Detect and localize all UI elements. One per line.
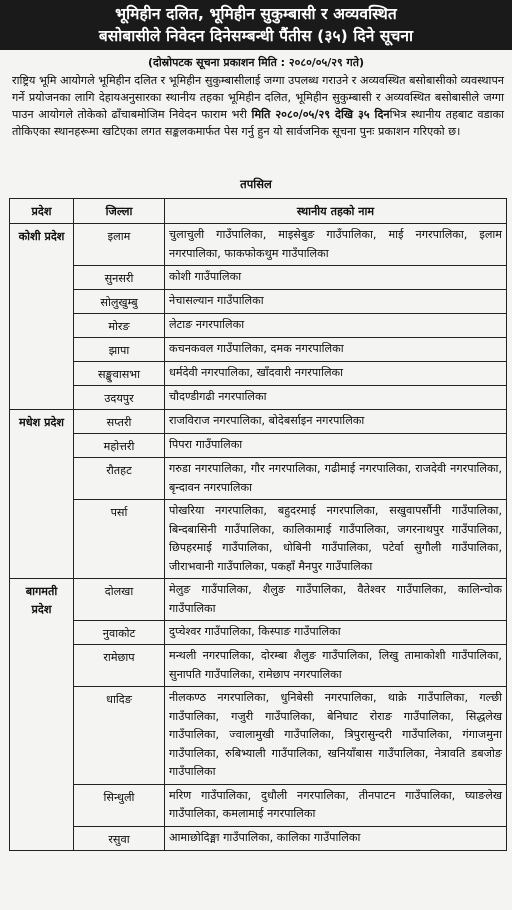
- table-row: [10, 579, 507, 621]
- province-cell: मधेश प्रदेश: [10, 410, 74, 579]
- table-row: [10, 500, 507, 579]
- body-bold-date: मिति २०८०/०५/२९ देखि ३५ दिन: [251, 108, 390, 121]
- title-line-2: बसोबासीले निवेदन दिनेसम्बन्धी पैंतीस (३५) दिने सूचना: [98, 27, 414, 45]
- municipalities-cell: दुप्चेश्वर गाउँपालिका, किस्पाङ गाउँपालिका: [165, 621, 507, 645]
- municipalities-cell: मन्थली नगरपालिका, दोरम्बा शैलुङ गाउँपालिका, लिखु तामाकोशी गाउँपालिका, सुनापति गाउँपालिका, रामेछाप नगरपालिका: [165, 645, 507, 687]
- district-cell: नुवाकोट: [74, 621, 165, 645]
- district-cell: सप्तरी: [74, 410, 165, 434]
- table-row: [10, 784, 507, 826]
- table-header-row: [10, 199, 507, 224]
- district-cell: रसुवा: [74, 826, 165, 850]
- municipalities-cell: चौदण्डीगढी नगरपालिका: [165, 386, 507, 410]
- municipalities-cell: आमाछोदिङ्मा गाउँपालिका, कालिका गाउँपालिका: [165, 826, 507, 850]
- district-cell: रामेछाप: [74, 645, 165, 687]
- district-cell: मोरङ: [74, 314, 165, 338]
- body-text-part-1: राष्ट्रिय भूमि आयोगले भूमिहीन दलित र भूमिहीन सुकुम्बासीलाई जग्गा उपलब्ध गराउने र अव्यवस्थित बसोबासीको व्यवस्थापन गर्ने प्रयोजनका लागि देहायअनुसारका स्थानीय तहका भूमिहीन दलित, भूमिहीन सुकुम्बासी र अव्यवस्थित बसोबासीले जग्गा पाउन आयोगले तोकेको ढाँचाबमोजिम निवेदन फाराम भरी: [12, 74, 505, 121]
- district-cell: झापा: [74, 338, 165, 362]
- table-row: [10, 290, 507, 314]
- notice-body: [12, 72, 504, 140]
- municipality-table: [9, 198, 507, 851]
- table-row: [10, 458, 507, 500]
- district-cell: सुनसरी: [74, 266, 165, 290]
- table-row: [10, 224, 507, 266]
- municipalities-cell: कचनकवल गाउँपालिका, दमक नगरपालिका: [165, 338, 507, 362]
- municipalities-cell: कोशी गाउँपालिका: [165, 266, 507, 290]
- district-cell: धादिङ: [74, 687, 165, 785]
- municipalities-cell: पिपरा गाउँपालिका: [165, 434, 507, 458]
- municipalities-cell: गरुडा नगरपालिका, गौर नगरपालिका, गढीमाई नगरपालिका, राजदेवी नगरपालिका, बृन्दावन नगरपालिका: [165, 458, 507, 500]
- header-province: प्रदेश: [10, 199, 74, 224]
- municipalities-cell: मरिण गाउँपालिका, दुधौली नगरपालिका, तीनपाटन गाउँपालिका, घ्याङलेख गाउँपालिका, कमलामाई नगरपालिका: [165, 784, 507, 826]
- district-cell: इलाम: [74, 224, 165, 266]
- municipalities-cell: धर्मदेवी नगरपालिका, खाँदवारी नगरपालिका: [165, 362, 507, 386]
- district-cell: महोत्तरी: [74, 434, 165, 458]
- municipalities-cell: नीलकण्ठ नगरपालिका, धुनिबेसी नगरपालिका, थाक्रे गाउँपालिका, गल्छी गाउँपालिका, गजुरी गाउँपालिका, बेनिघाट रोराङ गाउँपालिका, सिद्धलेख गाउँपालिका, ज्वालामुखी गाउँपालिका, त्रिपुरासुन्दरी गाउँपालिका, गंगाजमुना गाउँपालिका, रुबिभ्याली गाउँपालिका, खनियाँबास गाउँपालिका, नेत्रावति डबजोङ गाउँपालिका: [165, 687, 507, 785]
- table-body: [10, 224, 507, 851]
- table-title: तपसिल: [240, 177, 272, 191]
- table-row: [10, 362, 507, 386]
- district-cell: सिन्धुली: [74, 784, 165, 826]
- table-row: [10, 410, 507, 434]
- header-local-level: स्थानीय तहको नाम: [165, 199, 507, 224]
- municipalities-cell: राजविराज नगरपालिका, बोदेबर्साइन नगरपालिका: [165, 410, 507, 434]
- municipalities-cell: पोखरिया नगरपालिका, बहुदरमाई नगरपालिका, सखुवापर्सौनी गाउँपालिका, बिन्दबासिनी गाउँपालिका, कालिकामाई गाउँपालिका, जगरनाथपुर गाउँपालिका, छिपहरमाई गाउँपालिका, धोबिनी गाउँपालिका, पटेर्वा सुगौली गाउँपालिका, जीराभवानी गाउँपालिका, पकहाँ मैनपुर गाउँपालिका: [165, 500, 507, 579]
- notice-date: (दोस्रोपटक सूचना प्रकाशन मिति : २०८०/०५/२९ गते): [147, 56, 365, 69]
- municipalities-cell: लेटाङ नगरपालिका: [165, 314, 507, 338]
- municipalities-cell: चुलाचुली गाउँपालिका, माइसेबुङ गाउँपालिका, माई नगरपालिका, इलाम नगरपालिका, फाकफोकथुम गाउँपालिका: [165, 224, 507, 266]
- table-row: [10, 621, 507, 645]
- district-cell: रौतहट: [74, 458, 165, 500]
- district-cell: उदयपुर: [74, 386, 165, 410]
- notice-title-banner: [0, 0, 512, 50]
- district-cell: सङ्खुवासभा: [74, 362, 165, 386]
- municipalities-cell: नेचासल्यान गाउँपालिका: [165, 290, 507, 314]
- municipalities-cell: मेलुङ गाउँपालिका, शैलुङ गाउँपालिका, वैतेश्वर गाउँपालिका, कालिन्चोक गाउँपालिका: [165, 579, 507, 621]
- table-row: [10, 338, 507, 362]
- province-cell: कोशी प्रदेश: [10, 224, 74, 410]
- header-district: जिल्ला: [74, 199, 165, 224]
- district-cell: दोलखा: [74, 579, 165, 621]
- table-row: [10, 386, 507, 410]
- district-cell: सोलुखुम्बु: [74, 290, 165, 314]
- province-cell: बागमती प्रदेश: [10, 579, 74, 851]
- district-cell: पर्सा: [74, 500, 165, 579]
- table-row: [10, 266, 507, 290]
- title-line-1: भूमिहीन दलित, भूमिहीन सुकुम्बासी र अव्यवस्थित: [115, 5, 397, 23]
- table-row: [10, 645, 507, 687]
- table-row: [10, 314, 507, 338]
- table-row: [10, 434, 507, 458]
- table-row: [10, 687, 507, 785]
- body-text-part-2: भित्र स्थानीय तहबाट वडाका तोकिएका स्थानहरूमा खटिएका लगत सङ्कलकमार्फत पेस गर्नु हुन यो सार्वजनिक सूचना पुनः प्रकाशन गरिएको छ।: [12, 108, 505, 138]
- table-row: [10, 826, 507, 850]
